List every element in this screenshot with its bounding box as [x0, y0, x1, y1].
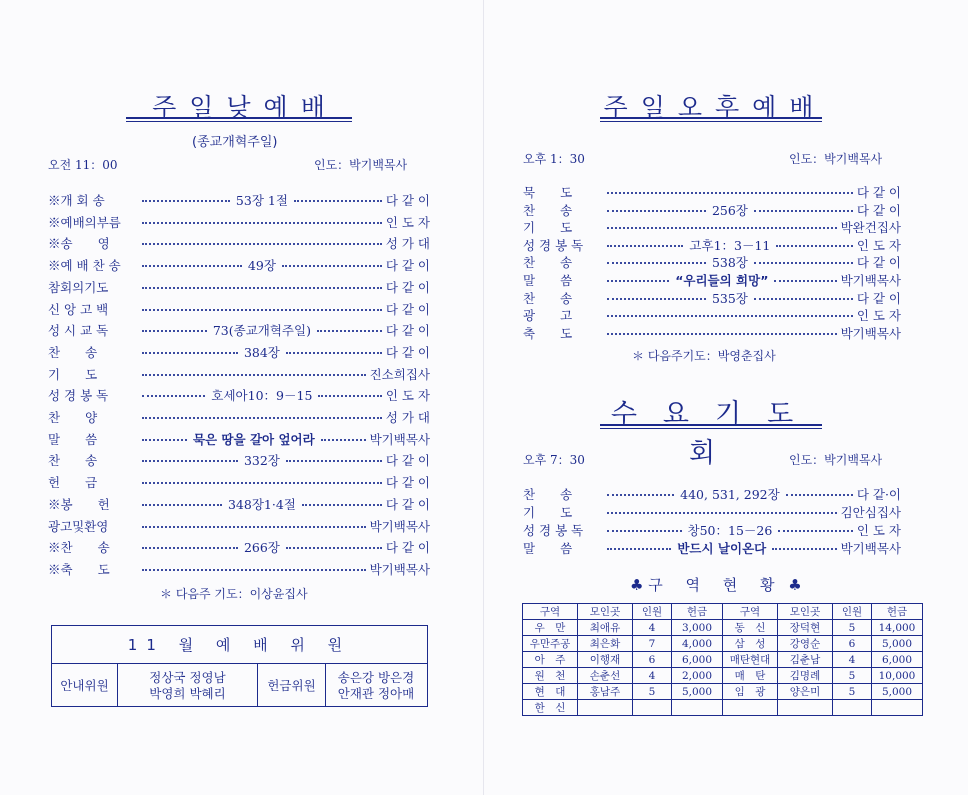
order-row — [523, 486, 901, 502]
order-item-person: 박기백목사 — [369, 431, 430, 447]
order-row — [48, 431, 430, 447]
order-row — [48, 496, 430, 512]
order-row — [48, 279, 430, 295]
page-fold — [483, 0, 484, 795]
order-row — [48, 518, 430, 534]
district-cell: 김춘남 — [778, 652, 833, 668]
order-row — [48, 192, 430, 208]
order-row — [48, 366, 430, 382]
order-item-detail: 535장 — [711, 290, 748, 306]
order-row — [48, 474, 430, 490]
order-item-detail: 332장 — [243, 453, 280, 469]
order-item-detail: 고후1：3－11 — [689, 237, 771, 253]
dotted-leader — [142, 265, 242, 267]
district-cell: 5 — [833, 668, 872, 684]
order-item-detail: 384장 — [243, 344, 280, 360]
district-table-body — [523, 620, 923, 716]
table-row — [523, 684, 923, 700]
order-item-person: 인 도 자 — [856, 523, 902, 538]
order-item-label: 말 씀 — [48, 431, 98, 447]
district-cell: 삼 성 — [723, 636, 778, 652]
order-item-label: 찬 송 — [48, 344, 98, 360]
order-item-person: 성 가 대 — [385, 410, 430, 425]
district-cell: 5,000 — [872, 684, 923, 700]
dotted-leader — [774, 280, 836, 282]
order-item-detail: 73(종교개혁주일) — [212, 323, 311, 339]
order-item-person: 진소희집사 — [369, 366, 430, 382]
dotted-leader — [142, 460, 238, 462]
order-row — [48, 301, 430, 317]
district-cell: 현 대 — [523, 684, 578, 700]
district-header-cell: 헌금 — [672, 604, 723, 620]
order-item-detail: 348장1·4절 — [227, 496, 296, 512]
order-item-label: 성 경 봉 독 — [523, 237, 584, 253]
district-cell: 2,000 — [672, 668, 723, 684]
order-item-person: 박기백목사 — [369, 518, 430, 534]
district-cell: 6 — [833, 636, 872, 652]
district-cell — [633, 700, 672, 716]
sunday-morning-title: 주일낮예배 — [152, 93, 338, 122]
committee-box — [51, 625, 428, 707]
dotted-leader — [142, 200, 230, 202]
district-cell: 우만주공 — [523, 636, 578, 652]
order-item-person: 박기백목사 — [840, 273, 901, 288]
table-row — [523, 620, 923, 636]
order-item-label: 찬 송 — [523, 290, 573, 306]
dotted-leader — [142, 374, 366, 376]
dotted-leader — [607, 192, 853, 194]
district-cell: 6,000 — [872, 652, 923, 668]
district-cell: 아 주 — [523, 652, 578, 668]
order-item-person: 인 도 자 — [856, 237, 901, 253]
dotted-leader — [142, 395, 205, 397]
dotted-leader — [302, 504, 382, 506]
district-cell: 6 — [633, 652, 672, 668]
order-item-person: 다 같 이 — [385, 344, 430, 360]
guide-label: 안내위원 — [52, 664, 118, 707]
dotted-leader — [142, 287, 382, 289]
order-item-detail: 호세아10：9－15 — [211, 388, 313, 404]
district-header-cell: 모인곳 — [578, 604, 633, 620]
wednesday-prayer-leader: 인도：박기백목사 — [789, 453, 883, 467]
order-item-label: 신 앙 고 백 — [48, 301, 109, 317]
district-cell: 한 신 — [523, 700, 578, 716]
order-item-label: 광고및환영 — [48, 518, 109, 534]
order-item-person: 박기백목사 — [840, 541, 901, 556]
order-item-detail: 440, 531, 292장 — [680, 487, 780, 502]
dotted-leader — [142, 482, 382, 484]
order-row — [523, 307, 901, 323]
offering-names-line1: 송은강 방은경 — [337, 669, 415, 685]
dotted-leader — [776, 245, 852, 247]
order-item-person: 다 같 이 — [385, 453, 430, 469]
sunday-morning-next-prayer: ＊ 다음주 기도：이상윤집사 — [160, 587, 308, 601]
table-row — [523, 652, 923, 668]
order-row — [48, 322, 430, 338]
district-cell: 5 — [833, 620, 872, 636]
district-title-wrap — [630, 574, 802, 595]
order-row — [523, 219, 901, 235]
district-cell: 매 탄 — [723, 668, 778, 684]
order-row — [523, 184, 901, 200]
dotted-leader — [142, 243, 382, 245]
dotted-leader — [778, 530, 853, 532]
order-item-person: 박기백목사 — [369, 561, 430, 577]
order-row — [48, 387, 430, 403]
order-item-label: 찬 양 — [48, 410, 98, 425]
dotted-leader — [754, 298, 853, 300]
order-item-label: 참회의기도 — [48, 279, 109, 295]
offering-names — [326, 664, 426, 707]
dotted-leader — [607, 210, 706, 212]
dotted-leader — [317, 330, 382, 332]
order-item-label: ※개 회 송 — [48, 193, 105, 208]
order-item-person: 다 같 이 — [385, 496, 431, 512]
dotted-leader — [786, 494, 853, 496]
district-cell: 5 — [833, 684, 872, 700]
order-item-label: 묵 도 — [523, 185, 573, 200]
order-row — [523, 237, 901, 253]
sunday-afternoon-title: 주일오후예배 — [603, 93, 827, 122]
dotted-leader — [318, 395, 381, 397]
order-item-detail: 반드시 날이온다 — [677, 541, 767, 556]
order-item-person: 인 도 자 — [385, 214, 430, 230]
order-item-person: 다 같 이 — [385, 279, 430, 295]
dotted-leader — [754, 210, 853, 212]
dotted-leader — [142, 547, 238, 549]
order-item-person: 박완건집사 — [840, 220, 901, 236]
order-item-detail: 창50：15－26 — [687, 523, 773, 538]
sunday-afternoon-next-prayer: ＊ 다음주기도：박영춘집사 — [632, 349, 776, 363]
district-cell — [778, 700, 833, 716]
dotted-leader — [142, 504, 222, 506]
order-row — [48, 561, 430, 577]
order-item-label: 축 도 — [523, 325, 573, 341]
dotted-leader — [607, 245, 683, 247]
dotted-leader — [607, 548, 671, 550]
district-cell: 6,000 — [672, 652, 723, 668]
sunday-afternoon-title-rule — [600, 117, 822, 122]
order-item-label: ※축 도 — [48, 561, 110, 577]
order-item-detail: 53장 1절 — [235, 193, 288, 208]
sunday-afternoon-leader: 인도：박기백목사 — [789, 152, 883, 166]
order-item-label: 말 씀 — [523, 273, 573, 288]
order-item-person: 다 같 이 — [385, 323, 430, 339]
district-cell: 7 — [633, 636, 672, 652]
dotted-leader — [282, 265, 382, 267]
order-item-label: ※봉 헌 — [48, 496, 110, 512]
order-row — [48, 409, 430, 425]
district-cell: 3,000 — [672, 620, 723, 636]
district-cell: 장덕현 — [778, 620, 833, 636]
district-cell — [672, 700, 723, 716]
table-row — [523, 668, 923, 684]
order-item-person: 다 같 이 — [385, 258, 431, 274]
order-item-person: 김안심집사 — [840, 505, 901, 520]
district-cell: 5,000 — [672, 684, 723, 700]
district-cell: 원 천 — [523, 668, 578, 684]
district-cell: 4 — [633, 668, 672, 684]
order-row — [48, 235, 430, 251]
wednesday-prayer-title: 수요기도회 — [610, 399, 820, 469]
district-cell — [833, 700, 872, 716]
order-row — [48, 344, 430, 360]
district-cell: 이행재 — [578, 652, 633, 668]
dotted-leader — [607, 315, 853, 317]
order-row — [48, 452, 430, 468]
district-cell: 임 광 — [723, 684, 778, 700]
district-table — [522, 603, 923, 716]
dotted-leader — [607, 227, 837, 229]
dotted-leader — [142, 526, 366, 528]
district-cell: 홍남주 — [578, 684, 633, 700]
table-row — [523, 636, 923, 652]
order-item-person: 다 같 이 — [856, 255, 901, 271]
district-cell — [872, 700, 923, 716]
dotted-leader — [321, 439, 366, 441]
order-item-label: 말 씀 — [523, 541, 573, 556]
dotted-leader — [607, 298, 706, 300]
district-cell: 김명례 — [778, 668, 833, 684]
district-header-cell: 모인곳 — [778, 604, 833, 620]
dotted-leader — [142, 439, 187, 441]
order-item-label: ※예배의부름 — [48, 214, 121, 230]
order-item-person: 인 도 자 — [385, 388, 430, 404]
dotted-leader — [607, 333, 837, 335]
order-row — [523, 290, 901, 306]
order-item-label: ※송 영 — [48, 236, 110, 252]
table-row — [523, 700, 923, 716]
order-item-detail: 256장 — [711, 202, 748, 218]
club-icon-left: ♣ — [630, 576, 644, 594]
district-header-cell: 인원 — [633, 604, 672, 620]
sunday-morning-time: 오전 11：00 — [48, 158, 118, 172]
order-item-label: 찬 송 — [523, 487, 573, 502]
dotted-leader — [607, 262, 706, 264]
district-title: 구 역 현 황 — [648, 576, 784, 594]
district-header-cell: 인원 — [833, 604, 872, 620]
dotted-leader — [142, 417, 382, 419]
order-row — [523, 522, 901, 538]
order-item-person: 다 같 이 — [385, 540, 430, 556]
order-item-detail: 538장 — [711, 255, 748, 271]
district-cell: 손춘선 — [578, 668, 633, 684]
district-cell: 강영순 — [778, 636, 833, 652]
order-item-person: 다 같 이 — [856, 185, 901, 200]
offering-label: 헌금위원 — [258, 664, 326, 707]
dotted-leader — [142, 309, 382, 311]
district-cell: 우 만 — [523, 620, 578, 636]
dotted-leader — [607, 280, 669, 282]
offering-names-line2: 안재관 정아매 — [337, 685, 415, 701]
committee-title: 11 월 예 배 위 원 — [52, 626, 427, 664]
order-item-label: 성 경 봉 독 — [523, 523, 584, 538]
dotted-leader — [142, 569, 366, 571]
dotted-leader — [286, 352, 382, 354]
district-cell: 4 — [633, 620, 672, 636]
order-row — [523, 504, 901, 520]
order-row — [48, 214, 430, 230]
committee-body — [52, 664, 427, 707]
dotted-leader — [142, 330, 207, 332]
order-item-person: 다 같·이 — [856, 487, 902, 502]
district-cell: 최은화 — [578, 636, 633, 652]
district-cell: 4,000 — [672, 636, 723, 652]
order-item-person: 다 같 이 — [385, 475, 430, 491]
sunday-morning-leader: 인도：박기백목사 — [314, 158, 408, 172]
order-item-label: 헌 금 — [48, 475, 98, 491]
order-item-label: 찬 송 — [48, 453, 98, 469]
order-row — [48, 257, 430, 273]
district-cell: 4 — [833, 652, 872, 668]
order-item-person: 박기백목사 — [840, 325, 901, 341]
order-row — [523, 540, 901, 556]
district-cell — [723, 700, 778, 716]
order-item-person: 인 도 자 — [856, 308, 901, 324]
order-item-person: 성 가 대 — [385, 236, 430, 252]
dotted-leader — [294, 200, 382, 202]
sunday-morning-subtitle: (종교개혁주일) — [192, 135, 278, 150]
order-item-detail: “우리들의 희망” — [675, 273, 769, 288]
order-row — [523, 272, 901, 288]
order-item-person: 다 같 이 — [856, 202, 901, 218]
district-cell: 10,000 — [872, 668, 923, 684]
guide-names-line2: 박영희 박혜리 — [149, 685, 226, 701]
district-cell — [578, 700, 633, 716]
dotted-leader — [607, 530, 682, 532]
district-cell: 동 신 — [723, 620, 778, 636]
order-item-label: 기 도 — [523, 220, 573, 236]
dotted-leader — [754, 262, 853, 264]
order-item-detail: 묵은 땅을 갈아 엎어라 — [192, 431, 315, 447]
sunday-morning-title-rule — [126, 117, 352, 122]
order-item-label: 성 경 봉 독 — [48, 388, 109, 404]
order-item-person: 다 같 이 — [385, 301, 430, 317]
order-item-label: 기 도 — [48, 366, 98, 382]
dotted-leader — [142, 352, 238, 354]
order-item-label: 성 시 교 독 — [48, 323, 109, 339]
district-header-cell: 구역 — [723, 604, 778, 620]
dotted-leader — [772, 548, 836, 550]
district-cell: 5,000 — [872, 636, 923, 652]
district-cell: 14,000 — [872, 620, 923, 636]
order-item-detail: 266장 — [243, 540, 280, 556]
guide-names-line1: 정상국 정영남 — [149, 669, 226, 685]
order-item-label: 기 도 — [523, 505, 573, 520]
order-row — [523, 202, 901, 218]
dotted-leader — [607, 512, 837, 514]
club-icon-right: ♣ — [788, 576, 802, 594]
order-item-person: 다 같 이 — [385, 193, 431, 208]
dotted-leader — [142, 222, 382, 224]
dotted-leader — [286, 460, 382, 462]
district-cell: 5 — [633, 684, 672, 700]
order-row — [523, 254, 901, 270]
wednesday-prayer-time: 오후 7：30 — [523, 453, 585, 467]
order-item-label: ※예 배 찬 송 — [48, 258, 121, 274]
district-header-cell: 헌금 — [872, 604, 923, 620]
order-row — [523, 325, 901, 341]
order-row — [48, 539, 430, 555]
order-item-label: 찬 송 — [523, 255, 573, 271]
district-table-header — [523, 604, 923, 620]
wednesday-prayer-title-rule — [600, 424, 822, 429]
district-header-cell: 구역 — [523, 604, 578, 620]
guide-names — [118, 664, 258, 707]
order-item-label: 찬 송 — [523, 202, 573, 218]
sunday-afternoon-time: 오후 1：30 — [523, 152, 585, 166]
order-item-detail: 49장 — [247, 258, 276, 274]
district-cell: 양은미 — [778, 684, 833, 700]
order-item-label: ※찬 송 — [48, 540, 110, 556]
district-cell: 매탄현대 — [723, 652, 778, 668]
dotted-leader — [286, 547, 382, 549]
order-item-label: 광 고 — [523, 308, 573, 324]
order-item-person: 다 같 이 — [856, 290, 901, 306]
district-cell: 최애유 — [578, 620, 633, 636]
dotted-leader — [607, 494, 674, 496]
